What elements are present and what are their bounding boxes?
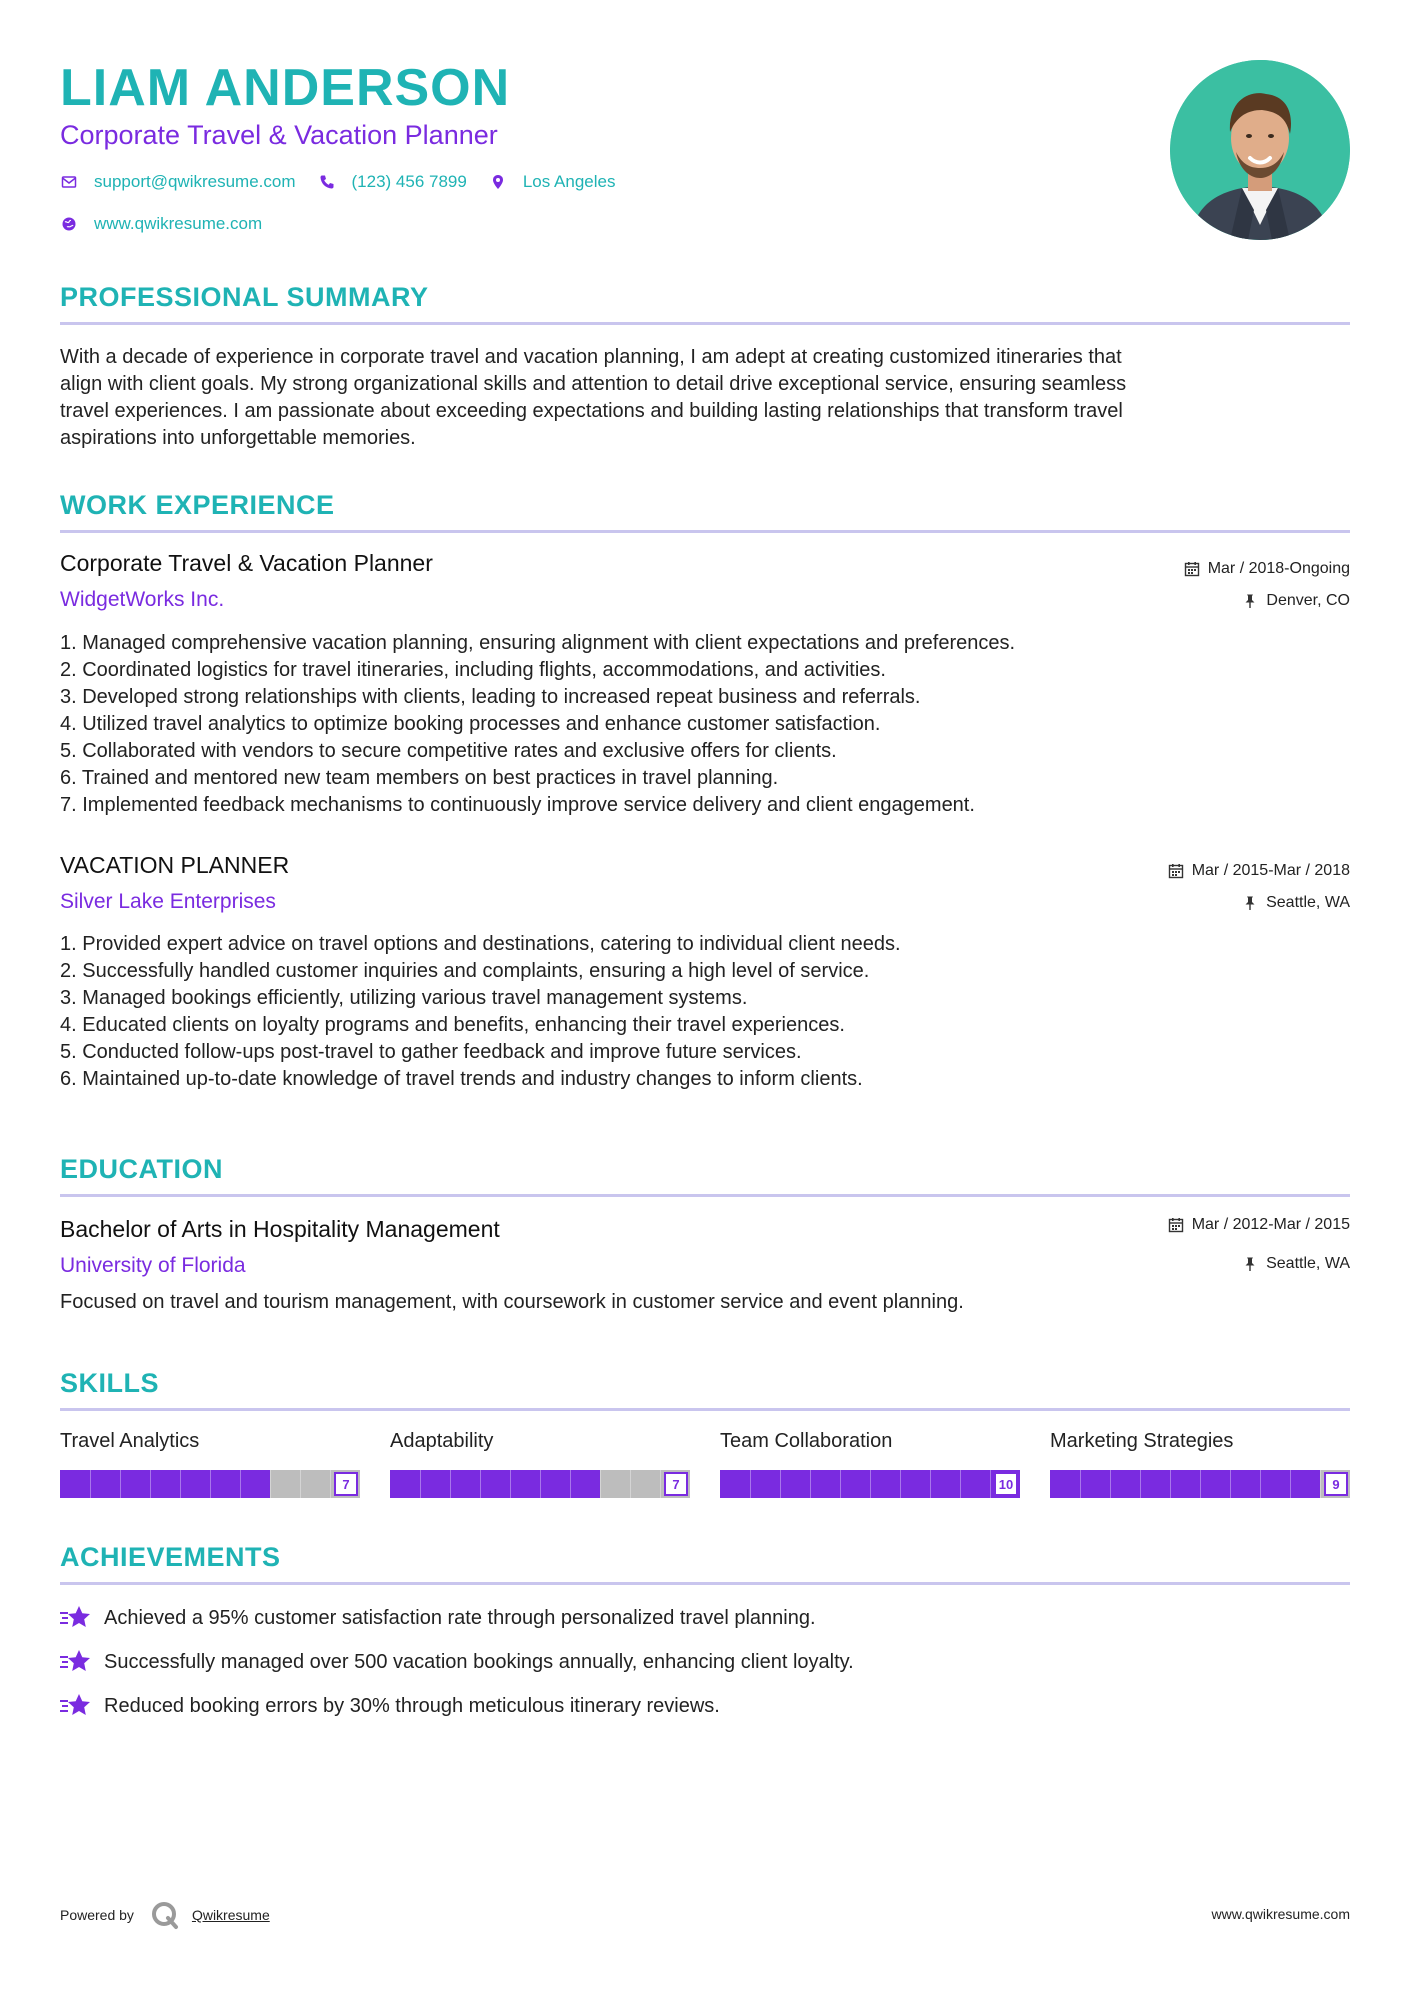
skill-level-badge: 7 [664,1472,688,1496]
job-title: VACATION PLANNER [60,852,290,878]
education-dates-text: Mar / 2012-Mar / 2015 [1191,1216,1350,1233]
footer-powered-by [60,1900,270,1930]
section-divider [60,530,1350,533]
job-bullets [60,630,1015,819]
skill-bar-segment [840,1470,841,1498]
skill-bar-segment [540,1470,541,1498]
section-divider [60,1582,1350,1585]
phone-number: (123) 456 7899 [351,172,467,191]
section-divider [60,1408,1350,1411]
calendar-icon [1168,863,1184,879]
education-description: Focused on travel and tourism management, with coursework in customer service and event planning. [60,1291,964,1313]
achievement-item [60,1692,720,1720]
job-dates [1168,862,1350,880]
job-location [1242,592,1350,610]
email-link[interactable]: support@qwikresume.com [94,172,296,191]
skill-bar-segment [210,1470,211,1498]
globe-icon [60,215,78,233]
skill-bar-segment [660,1470,661,1498]
location: Los Angeles [522,172,616,191]
skill-bar-fill [60,1470,270,1498]
achievement-text: Achieved a 95% customer satisfaction rate through personalized travel planning. [104,1606,816,1629]
skill-label: Team Collaboration [720,1430,893,1452]
list-item: 7. Implemented feedback mechanisms to continuously improve service delivery and client engagement. [60,794,975,816]
summary-line: align with client goals. My strong organizational skills and attention to detail drive exceptional service, ensuring seamless [60,373,1127,395]
contact-row-1 [60,172,637,192]
section-title-summary: PROFESSIONAL SUMMARY [60,282,429,312]
list-item: 3. Managed bookings efficiently, utilizing various travel management systems. [60,987,748,1009]
skill-bar-segment [480,1470,481,1498]
achievement-text: Reduced booking errors by 30% through meticulous itinerary reviews. [104,1694,720,1717]
job-location-text: Denver, CO [1266,592,1350,609]
list-item: 4. Educated clients on loyalty programs and benefits, enhancing their travel experiences. [60,1014,845,1036]
powered-by-text: Powered by [60,1907,134,1923]
education-dates [1168,1216,1350,1234]
skill-bar-segment [150,1470,151,1498]
phone-icon [318,173,336,191]
skill-level-badge: 7 [334,1472,358,1496]
list-item: 3. Developed strong relationships with clients, leading to increased repeat business and referrals. [60,686,921,708]
degree-title: Bachelor of Arts in Hospitality Management [60,1216,500,1242]
skill-marketing-strategies [1050,1430,1350,1492]
skill-bar-segment [300,1470,301,1498]
job-dates [1184,560,1350,578]
list-item: 5. Conducted follow-ups post-travel to gather feedback and improve future services. [60,1041,802,1063]
calendar-icon [1184,561,1200,577]
skill-bar-segment [180,1470,181,1498]
website-link[interactable]: www.qwikresume.com [94,214,263,233]
skill-bar-segment [630,1470,631,1498]
envelope-icon [60,173,78,191]
skill-bar-segment [870,1470,871,1498]
skill-bar-segment [1290,1470,1291,1498]
summary-line: With a decade of experience in corporate travel and vacation planning, I am adept at creating customized itineraries that [60,346,1122,368]
section-title-skills: SKILLS [60,1368,160,1398]
section-title-education: EDUCATION [60,1154,223,1184]
skill-bar-segment [420,1470,421,1498]
skill-bar-segment [810,1470,811,1498]
skill-bar-segment [1080,1470,1081,1498]
section-divider [60,1194,1350,1197]
achievement-item [60,1604,816,1632]
section-title-achievements: ACHIEVEMENTS [60,1542,281,1572]
list-item: 2. Coordinated logistics for travel itineraries, including flights, accommodations, and activities. [60,659,886,681]
pushpin-icon [1242,895,1258,911]
skill-bar-segment [960,1470,961,1498]
map-pin-icon [489,173,507,191]
section-divider [60,322,1350,325]
skill-travel-analytics [60,1430,360,1492]
summary-line: travel experiences. I am passionate about exceeding expectations and building lasting relationships that transform travel [60,400,1123,422]
skill-bar-segment [1260,1470,1261,1498]
star-icon [60,1648,92,1676]
skill-bar-segment [270,1470,271,1498]
skill-bar-segment [90,1470,91,1498]
star-icon [60,1604,92,1632]
calendar-icon [1168,1217,1184,1233]
job-title: Corporate Travel & Vacation Planner [60,550,433,576]
company-name: Silver Lake Enterprises [60,890,276,913]
skill-bar-segment [930,1470,931,1498]
contact-row-2 [60,214,284,234]
skill-bar-segment [570,1470,571,1498]
skill-bar-segment [600,1470,601,1498]
brand-link[interactable]: Qwikresume [191,1907,270,1923]
skill-bar-segment [1170,1470,1171,1498]
skill-label: Adaptability [390,1430,494,1452]
job-location [1242,894,1350,912]
skill-bar-fill [390,1470,600,1498]
list-item: 4. Utilized travel analytics to optimize booking processes and enhance customer satisfaction. [60,713,881,735]
skill-bar-segment [330,1470,331,1498]
list-item: 1. Managed comprehensive vacation planning, ensuring alignment with client expectations and preferences. [60,632,1016,654]
skill-bar-segment [1200,1470,1201,1498]
skill-team-collaboration [720,1430,1020,1492]
education-location-text: Seattle, WA [1266,1255,1350,1272]
skill-level-badge: 10 [994,1472,1018,1496]
school-name: University of Florida [60,1254,246,1277]
skill-bar-fill [1050,1470,1320,1498]
job-dates-text: Mar / 2015-Mar / 2018 [1191,862,1350,879]
skill-bar-segment [900,1470,901,1498]
skill-bar-segment [1140,1470,1141,1498]
list-item: 1. Provided expert advice on travel options and destinations, catering to individual client needs. [60,933,901,955]
achievement-item [60,1648,854,1676]
achievement-text: Successfully managed over 500 vacation bookings annually, enhancing client loyalty. [104,1650,854,1673]
pushpin-icon [1242,1256,1258,1272]
star-icon [60,1692,92,1720]
skill-bar [390,1470,690,1498]
skill-bar [60,1470,360,1498]
list-item: 2. Successfully handled customer inquiries and complaints, ensuring a high level of service. [60,960,870,982]
skill-bar-segment [780,1470,781,1498]
skill-bar-segment [510,1470,511,1498]
skill-bar-segment [450,1470,451,1498]
skill-label: Travel Analytics [60,1430,200,1452]
candidate-title: Corporate Travel & Vacation Planner [60,120,498,150]
list-item: 6. Maintained up-to-date knowledge of travel trends and industry changes to inform clients. [60,1068,863,1090]
section-title-experience: WORK EXPERIENCE [60,490,335,520]
job-location-text: Seattle, WA [1266,894,1350,911]
job-dates-text: Mar / 2018-Ongoing [1207,560,1350,577]
skill-bar [720,1470,1020,1498]
skill-bar-segment [1320,1470,1321,1498]
skill-bar-segment [750,1470,751,1498]
skill-label: Marketing Strategies [1050,1430,1234,1452]
company-name: WidgetWorks Inc. [60,588,225,611]
summary-line: aspirations into unforgettable memories. [60,427,416,449]
job-bullets [60,931,901,1093]
skill-bar-segment [1230,1470,1231,1498]
candidate-name: LIAM ANDERSON [60,59,511,117]
footer-website[interactable]: www.qwikresume.com [1211,1906,1350,1922]
skill-bar-segment [240,1470,241,1498]
list-item: 6. Trained and mentored new team members on best practices in travel planning. [60,767,779,789]
qwikresume-logo-icon [150,1900,180,1930]
profile-photo [1170,60,1350,240]
skill-level-badge: 9 [1324,1472,1348,1496]
summary-paragraph [60,344,1350,452]
skill-adaptability [390,1430,690,1492]
skill-bar-segment [120,1470,121,1498]
pushpin-icon [1242,593,1258,609]
education-location [1242,1255,1350,1273]
skill-bar-segment [990,1470,991,1498]
list-item: 5. Collaborated with vendors to secure competitive rates and exclusive offers for clients. [60,740,837,762]
skill-bar [1050,1470,1350,1498]
skill-bar-segment [1110,1470,1111,1498]
